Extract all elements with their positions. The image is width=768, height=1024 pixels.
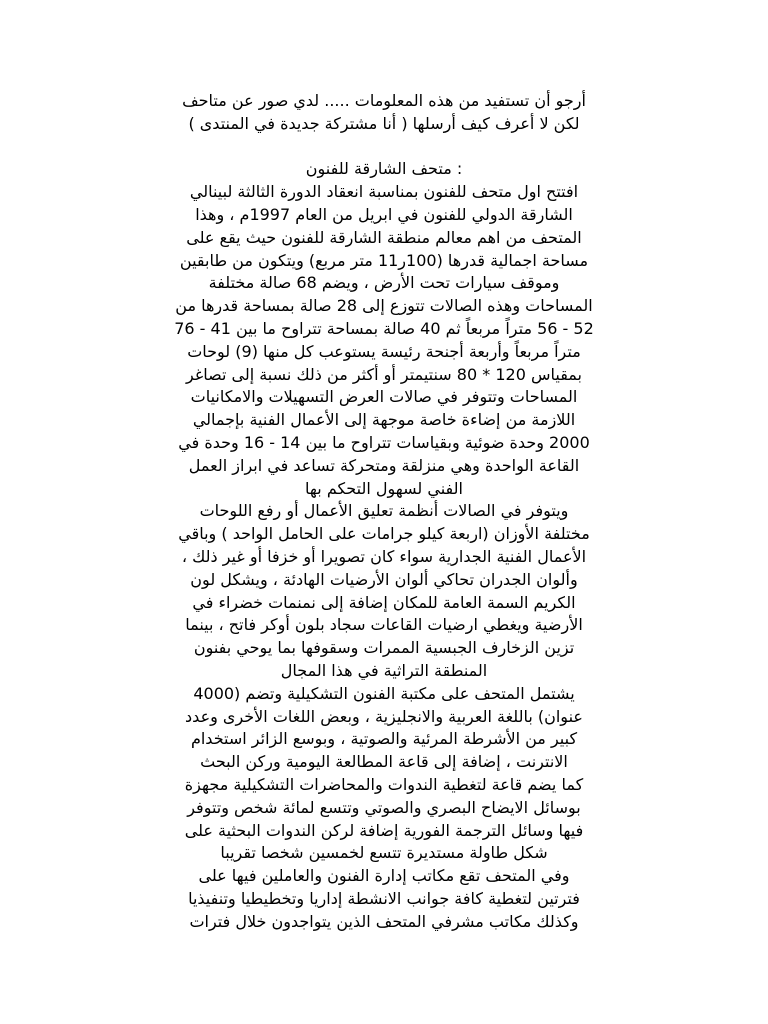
paragraph-line: الشارقة الدولي للفنون في ابريل من العام 1997م ، وهذا (195, 204, 573, 224)
paragraph-line: متراً مربعاً وأربعة أجنحة رئيسة يستوعب كل منها (9) لوحات (187, 341, 581, 361)
paragraph-line: بوسائل الايضاح البصري والصوتي وتتسع لمائة شخص وتتوفر (187, 797, 581, 817)
intro-line: لكن لا أعرف كيف أرسلها ( أنا مشتركة جديدة في المنتدى ) (188, 113, 580, 133)
paragraph-line: الأعمال الفنية الجدارية سواء كان تصويرا أو خزفا أو غير ذلك ، (181, 546, 587, 566)
paragraph-offices (125, 865, 643, 933)
paragraph-line: اللازمة من إضاءة خاصة موجهة إلى الأعمال الفنية بإجمالي (192, 410, 576, 430)
paragraph-line: وكذلك مكاتب مشرفي المتحف الذين يتواجدون خلال فترات (189, 911, 579, 931)
paragraph-library (125, 683, 643, 774)
paragraph-line: شكل طاولة مستديرة تتسع لخمسين شخصا تقريبا (220, 843, 548, 863)
paragraph-line: المنطقة التراثية في هذا المجال (280, 660, 488, 680)
paragraph-line: كما يضم قاعة لتغطية الندوات والمحاضرات التشكيلية مجهزة (184, 774, 584, 794)
paragraph-line: الكريم السمة العامة للمكان إضافة إلى نمنمات خضراء في (192, 592, 576, 612)
paragraph-line: يشتمل المتحف على مكتبة الفنون التشكيلية وتضم (4000 (193, 683, 575, 703)
document-page (125, 90, 643, 933)
blank-line (125, 136, 643, 159)
paragraph-line: فيها وسائل الترجمة الفورية إضافة لركن الندوات البحثية على (184, 820, 584, 840)
paragraph-line: افتتح اول متحف للفنون بمناسبة انعقاد الدورة الثالثة لبينالي (189, 182, 579, 202)
section-heading (125, 158, 643, 181)
paragraph-display-systems (125, 500, 643, 682)
paragraph-line: الانترنت ، إضافة إلى قاعة المطالعة اليومية وركن البحث (200, 752, 568, 772)
paragraph-line: وألوان الجدران تحاكي ألوان الأرضيات الهادئة ، ويشكل لون (190, 569, 578, 589)
paragraph-line: القاعة الواحدة وهي منزلقة ومتحركة تساعد في ابراز العمل (188, 455, 580, 475)
intro-paragraph (125, 90, 643, 136)
paragraph-line: وفي المتحف تقع مكاتب إدارة الفنون والعاملين فيها على (198, 866, 570, 886)
paragraph-line: ويتوفر في الصالات أنظمة تعليق الأعمال أو رفع اللوحات (199, 501, 569, 521)
paragraph-opening (125, 181, 643, 500)
heading-text: : متحف الشارقة للفنون (305, 159, 463, 179)
paragraph-line: وموقف سيارات تحت الأرض ، ويضم 68 صالة مختلفة (208, 273, 560, 293)
paragraph-line: فترتين لتغطية كافة جوانب الانشطة إداريا وتخطيطيا وتنفيذيا (188, 888, 580, 908)
paragraph-line: المتحف من اهم معالم منطقة الشارقة للفنون حيث يقع على (186, 227, 582, 247)
paragraph-line: مساحة اجمالية قدرها (100ر11 متر مربع) ويتكون من طابقين (179, 250, 589, 270)
paragraph-line: المساحات وهذه الصالات تتوزع إلى 28 صالة بمساحة قدرها من (175, 296, 593, 316)
paragraph-seminar-hall (125, 774, 643, 865)
paragraph-line: 52 - 56 متراً مربعاً ثم 40 صالة بمساحة تتراوح ما بين 41 - 76 (174, 318, 594, 338)
paragraph-line: عنوان) باللغة العربية والانجليزية ، وبعض اللغات الأخرى وعدد (185, 706, 583, 726)
paragraph-line: بمقياس 120 * 80 سنتيمتر أو أكثر من ذلك نسبة إلى تصاغر (186, 364, 582, 384)
paragraph-line: مختلفة الأوزان (اربعة كيلو جرامات على الحامل الواحد ) وباقي (178, 524, 590, 544)
paragraph-line: المساحات وتتوفر في صالات العرض التسهيلات والامكانيات (190, 387, 578, 407)
paragraph-line: الأرضية ويغطي ارضيات القاعات سجاد بلون أوكر فاتح ، بينما (185, 615, 583, 635)
intro-line: أرجو أن تستفيد من هذه المعلومات ..... لدي صور عن متاحف (182, 91, 586, 110)
paragraph-line: 2000 وحدة ضوئية وبقياسات تتراوح ما بين 14 - 16 وحدة في (178, 432, 590, 452)
paragraph-line: الفني لسهول التحكم بها (305, 478, 463, 498)
paragraph-line: كبير من الأشرطة المرئية والصوتية ، وبوسع الزائر استخدام (190, 729, 578, 749)
paragraph-line: تزين الزخارف الجبسية الممرات وسقوفها بما يوحي بفنون (193, 638, 575, 658)
